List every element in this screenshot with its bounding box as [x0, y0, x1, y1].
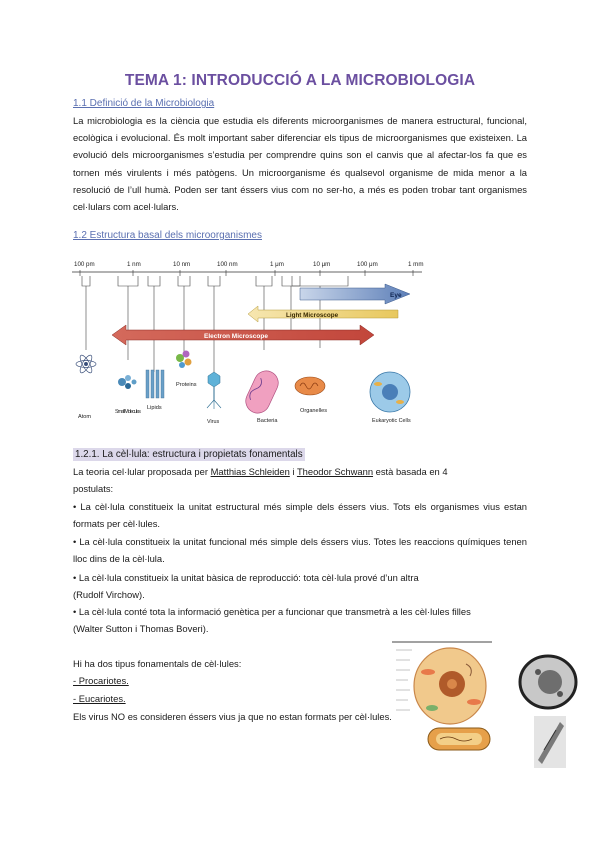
virus-label: Virus [207, 419, 220, 424]
virus-statement: Els virus NO es consideren éssers vius ja que no estan formats per cèl·lules. [73, 711, 392, 722]
tick-label-100pm: 100 pm [74, 261, 95, 268]
section-heading-structure: 1.2 Estructura basal dels microorganismes [73, 230, 262, 241]
tick-label-1nm: 1 nm [127, 261, 141, 268]
bacteria-icon [242, 367, 282, 417]
tick-label-10nm: 10 nm [173, 261, 191, 268]
link-schwann[interactable]: Theodor Schwann [296, 466, 374, 477]
page-title: TEMA 1: INTRODUCCIÓ A LA MICROBIOLOGIA [124, 72, 476, 89]
tem-micrograph-image [534, 716, 566, 768]
cell-theory-intro [73, 463, 448, 480]
micrograph-cell-image [520, 656, 576, 708]
atom-icon [76, 354, 96, 375]
small-molecules-icon [118, 375, 137, 389]
tick-label-10um: 10 μm [313, 261, 331, 268]
lipids-label: Lipids [147, 405, 162, 411]
eye-arrow-label: Eye [390, 292, 402, 299]
postulate-4-authors: (Walter Sutton i Thomas Boveri). [73, 623, 209, 634]
postulate-3-author: (Rudolf Virchow). [73, 589, 145, 600]
organelles-icon [295, 377, 325, 395]
intro-text-end: està basada en 4 [373, 466, 448, 477]
proteins-label: Proteins [176, 382, 197, 388]
postulate-1: • La cèl·lula constitueix la unitat estructural més simple dels éssers vius. Tots els organismes vius estan formats per cèl·lules. [73, 501, 527, 529]
eukaryotic-cells-label: Eukaryotic Cells [372, 418, 411, 424]
electron-microscope-label: Electron Microscope [204, 333, 268, 340]
section-heading-definition: 1.1 Definició de la Microbiologia [73, 98, 215, 109]
tick-label-1um: 1 μm [270, 261, 284, 268]
animal-cell-image [414, 648, 486, 724]
tick-label-100nm: 100 nm [217, 261, 238, 268]
postulate-2: • La cèl·lula constitueix la unitat funcional més simple dels éssers vius. Totes les reaccions químiques tenen lloc dins de la cèl·lula. [73, 536, 527, 564]
intro-text: La teoria cel·lular proposada per [73, 466, 211, 477]
link-schleiden[interactable]: Matthias Schleiden [210, 466, 290, 477]
cell-types-intro: Hi ha dos tipus fonamentals de cèl·lules: [73, 658, 242, 669]
virus-icon [207, 372, 221, 409]
cell-images-collage [388, 636, 580, 776]
lipids-icon [146, 370, 164, 398]
prokaryotes-item: - Procariotes. [73, 675, 129, 686]
size-scale-figure [60, 252, 430, 424]
eukaryotic-cell-icon [370, 372, 410, 412]
organelles-label: Organelles [300, 408, 328, 414]
small-molecules-label: Small Molecules [115, 409, 141, 415]
tick-label-100um: 100 μm [357, 261, 378, 268]
postulats-label: postulats: [73, 483, 114, 494]
tick-label-1mm: 1 mm [408, 261, 424, 268]
eukaryotes-item: - Eucariotes. [73, 693, 126, 704]
definition-paragraph: La microbiologia es la ciència que estudia els diferents microorganismes de manera estructural, funcional, ecològica i evolucional. És molt important saber diferenciar els tipus de microorganismes que existeixen. La evolució dels microorganismes s’estudia per comprendre quins son el canvis que al afectar-los fa que es tornen més virulents i més patògens. Un microorganisme és qualsevol organisme de mida menor a la resolució de l’ull humà. Poden ser tant éssers vius com no ser-ho, a més es poden trobar tant organismes cel·lulars com acel·lulars. [73, 115, 527, 213]
intro-and: i [289, 466, 297, 477]
light-microscope-label: Light Microscope [286, 312, 339, 319]
bacteria-label: Bacteria [257, 418, 278, 424]
bacterium-image [428, 728, 490, 750]
postulate-3: • La cèl·lula constitueix la unitat bàsica de reproducció: tota cèl·lula prové d’un altra [73, 572, 419, 583]
atom-label: Atom [78, 414, 92, 420]
postulate-4: • La cèl·lula conté tota la informació genètica per a funcionar que transmetrà a les cèl·lules filles [73, 606, 471, 617]
section-heading-cell: 1.2.1. La cèl·lula: estructura i propietats fonamentals [75, 449, 303, 460]
proteins-icon [176, 351, 192, 369]
